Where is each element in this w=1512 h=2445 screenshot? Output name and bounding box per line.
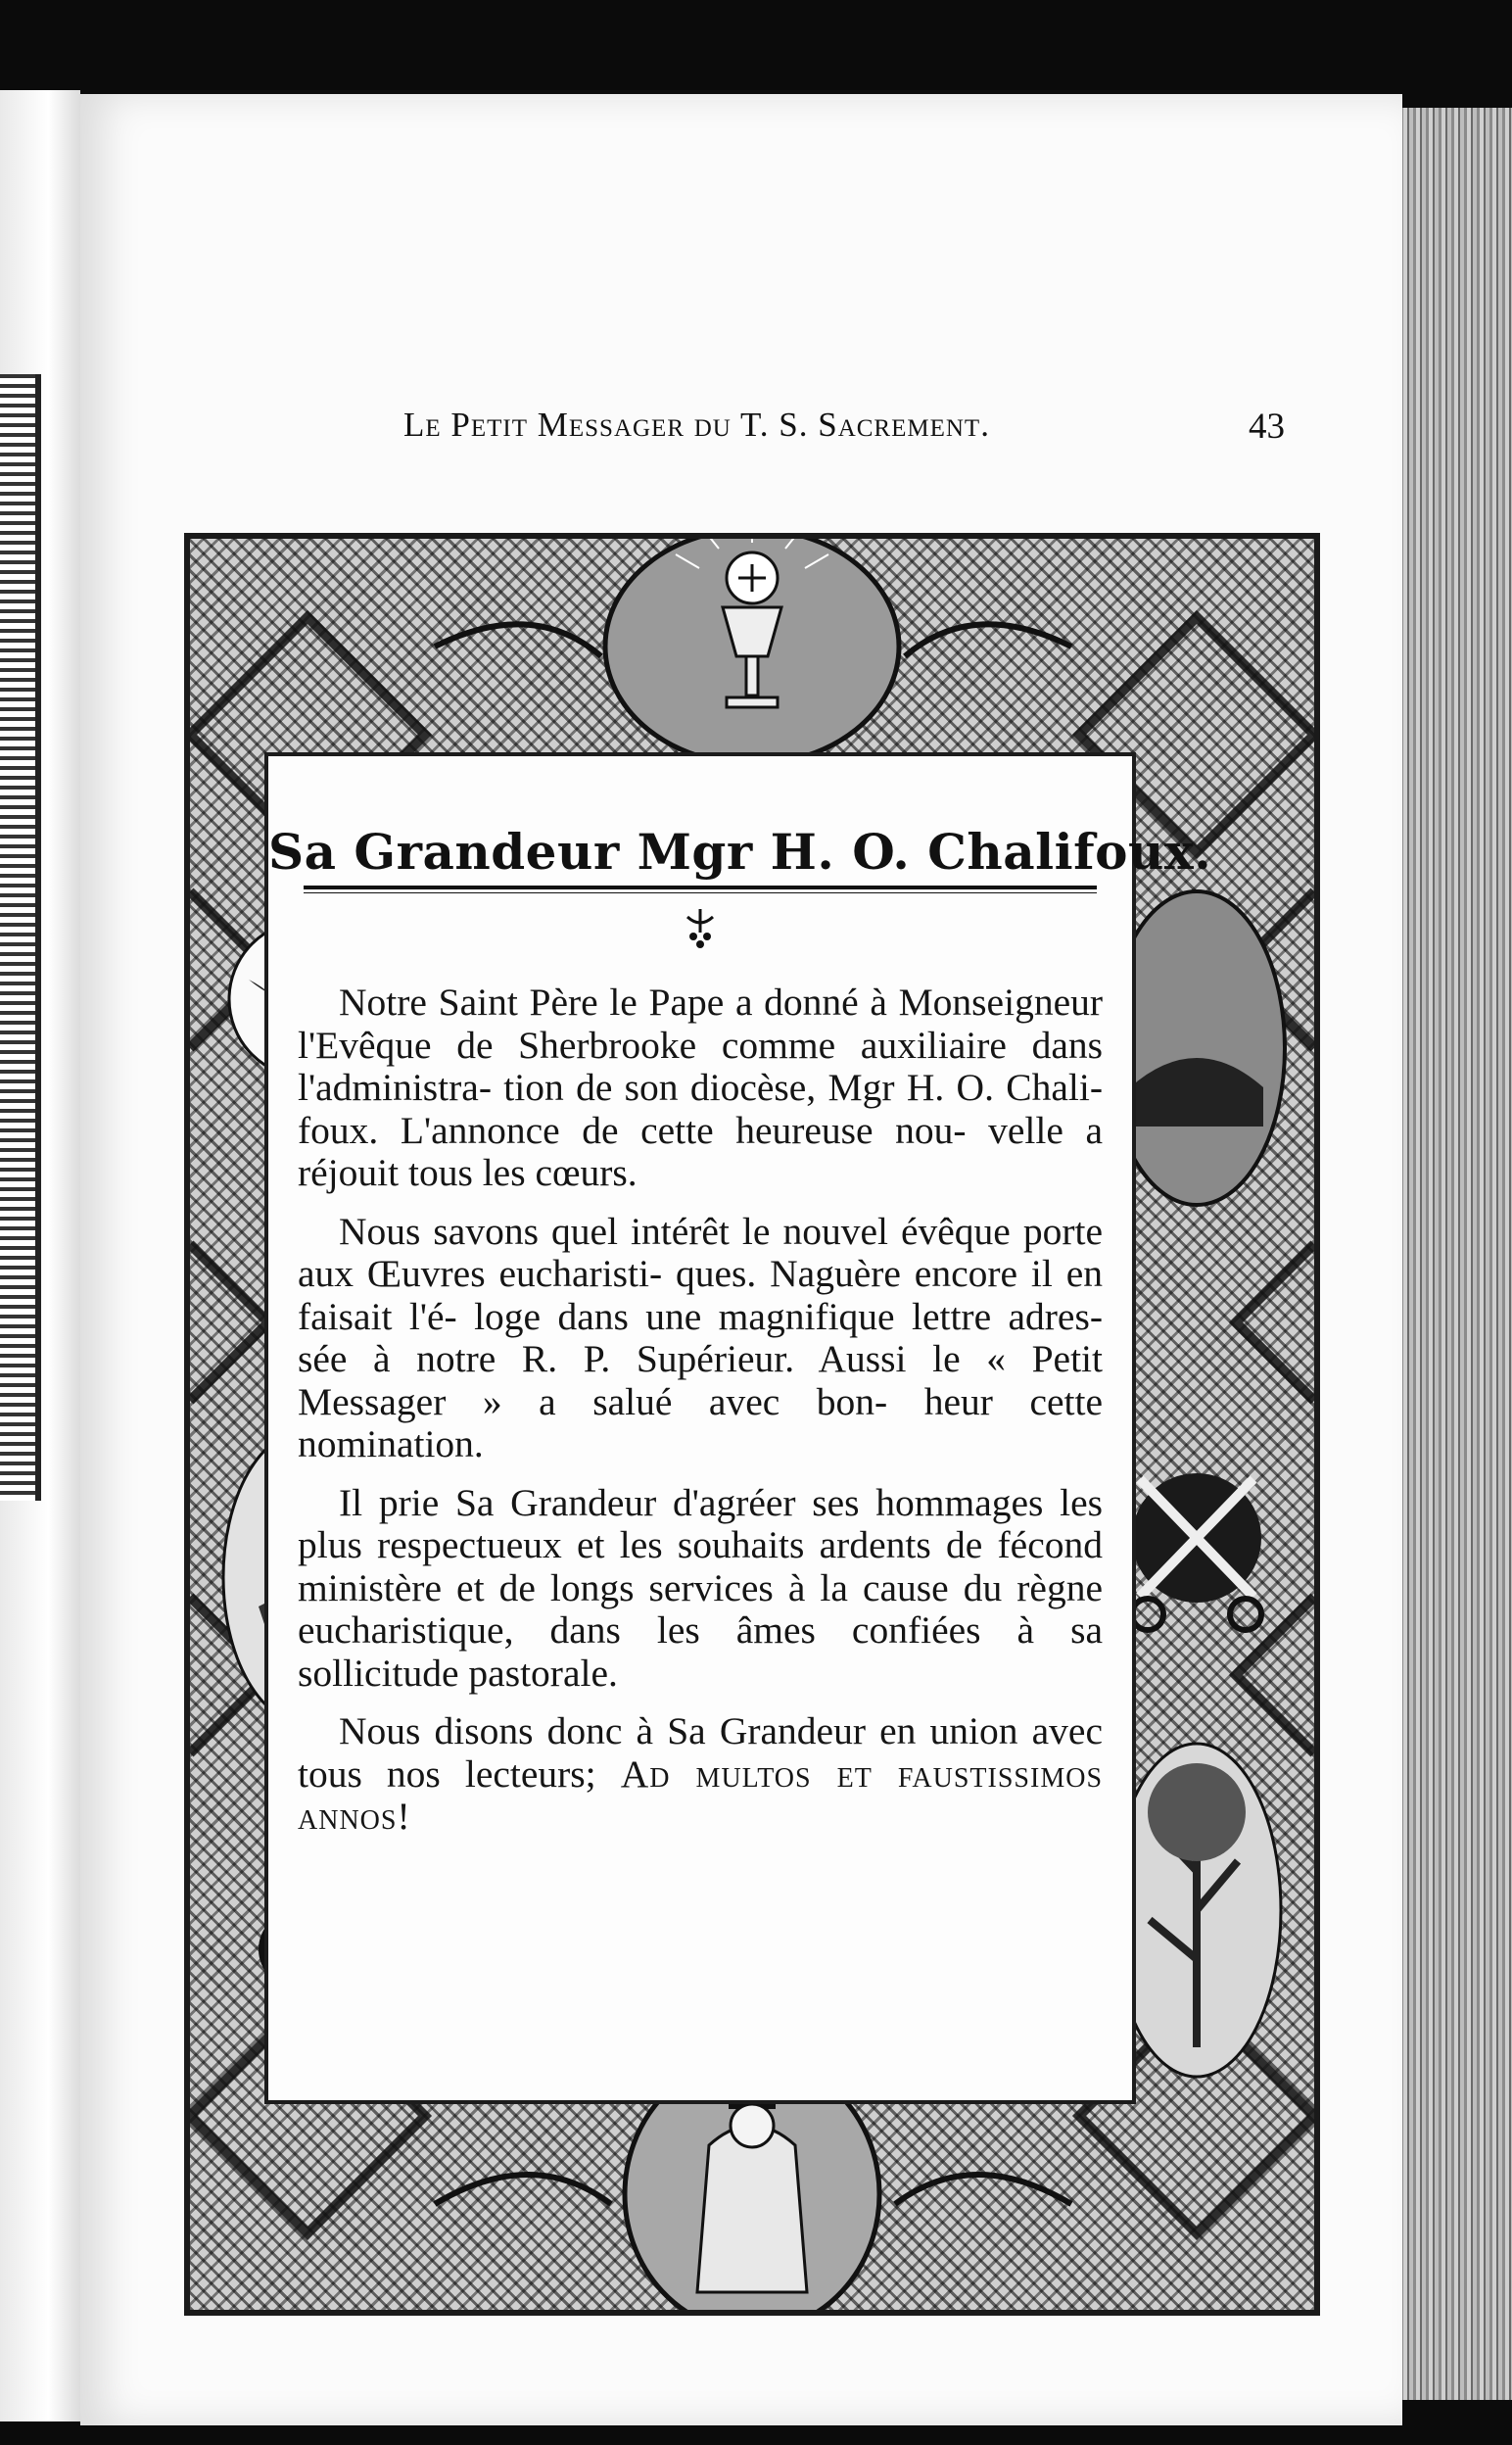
tree-icon — [1112, 1744, 1281, 2077]
paragraph-2: Nous savons quel intérêt le nouvel évêque porte aux Œuvres eucharisti- ques. Naguère encore il en faisait l'é- loge dans une magnifique lettre adres- sée à notre R. P. Supérieur. Aussi le « Petit Messager » a salué avec bon- heur cette nomination. — [298, 1209, 1103, 1465]
closing-salutation: Ad multos et faustissimos annos! — [298, 1751, 1104, 1838]
article-body — [298, 982, 1103, 1854]
article-panel — [264, 752, 1212, 2104]
left-page-edge — [0, 90, 80, 2421]
papal-keys-icon — [1132, 1473, 1261, 1630]
article-title: Sa Grandeur Mgr H. O. Chalifoux. — [268, 823, 1212, 881]
book-fore-edge — [1400, 108, 1512, 2400]
title-rule — [304, 886, 1097, 893]
running-head: Le Petit Messager du T. S. Sacrement. — [403, 406, 990, 444]
paragraph-4 — [298, 1710, 1103, 1839]
closing-intro: Nous disons donc à Sa Grandeur en union avec tous nos lecteurs; — [298, 1709, 1103, 1796]
left-page-ornament — [0, 374, 41, 1501]
page-number: 43 — [1249, 407, 1285, 447]
book-page — [80, 94, 1402, 2425]
paragraph-1: Notre Saint Père le Pape a donné à Monseigneur l'Evêque de Sherbrooke comme auxiliaire dans l'administra- tion de son diocèse, Mgr H. O. Chali- foux. L'annonce de cette heureuse nou- velle a réjouit tous les cœurs. — [298, 981, 1103, 1194]
chalice-with-host-icon — [605, 539, 899, 764]
fleuron-icon — [676, 903, 725, 952]
paragraph-3: Il prie Sa Grandeur d'agréer ses hommages les plus respectueux et les souhaits ardents de fécond ministère et de longs services à la cause du règne eucharistique, dans les âmes confiées à sa sollicitude pastorale. — [298, 1480, 1103, 1695]
